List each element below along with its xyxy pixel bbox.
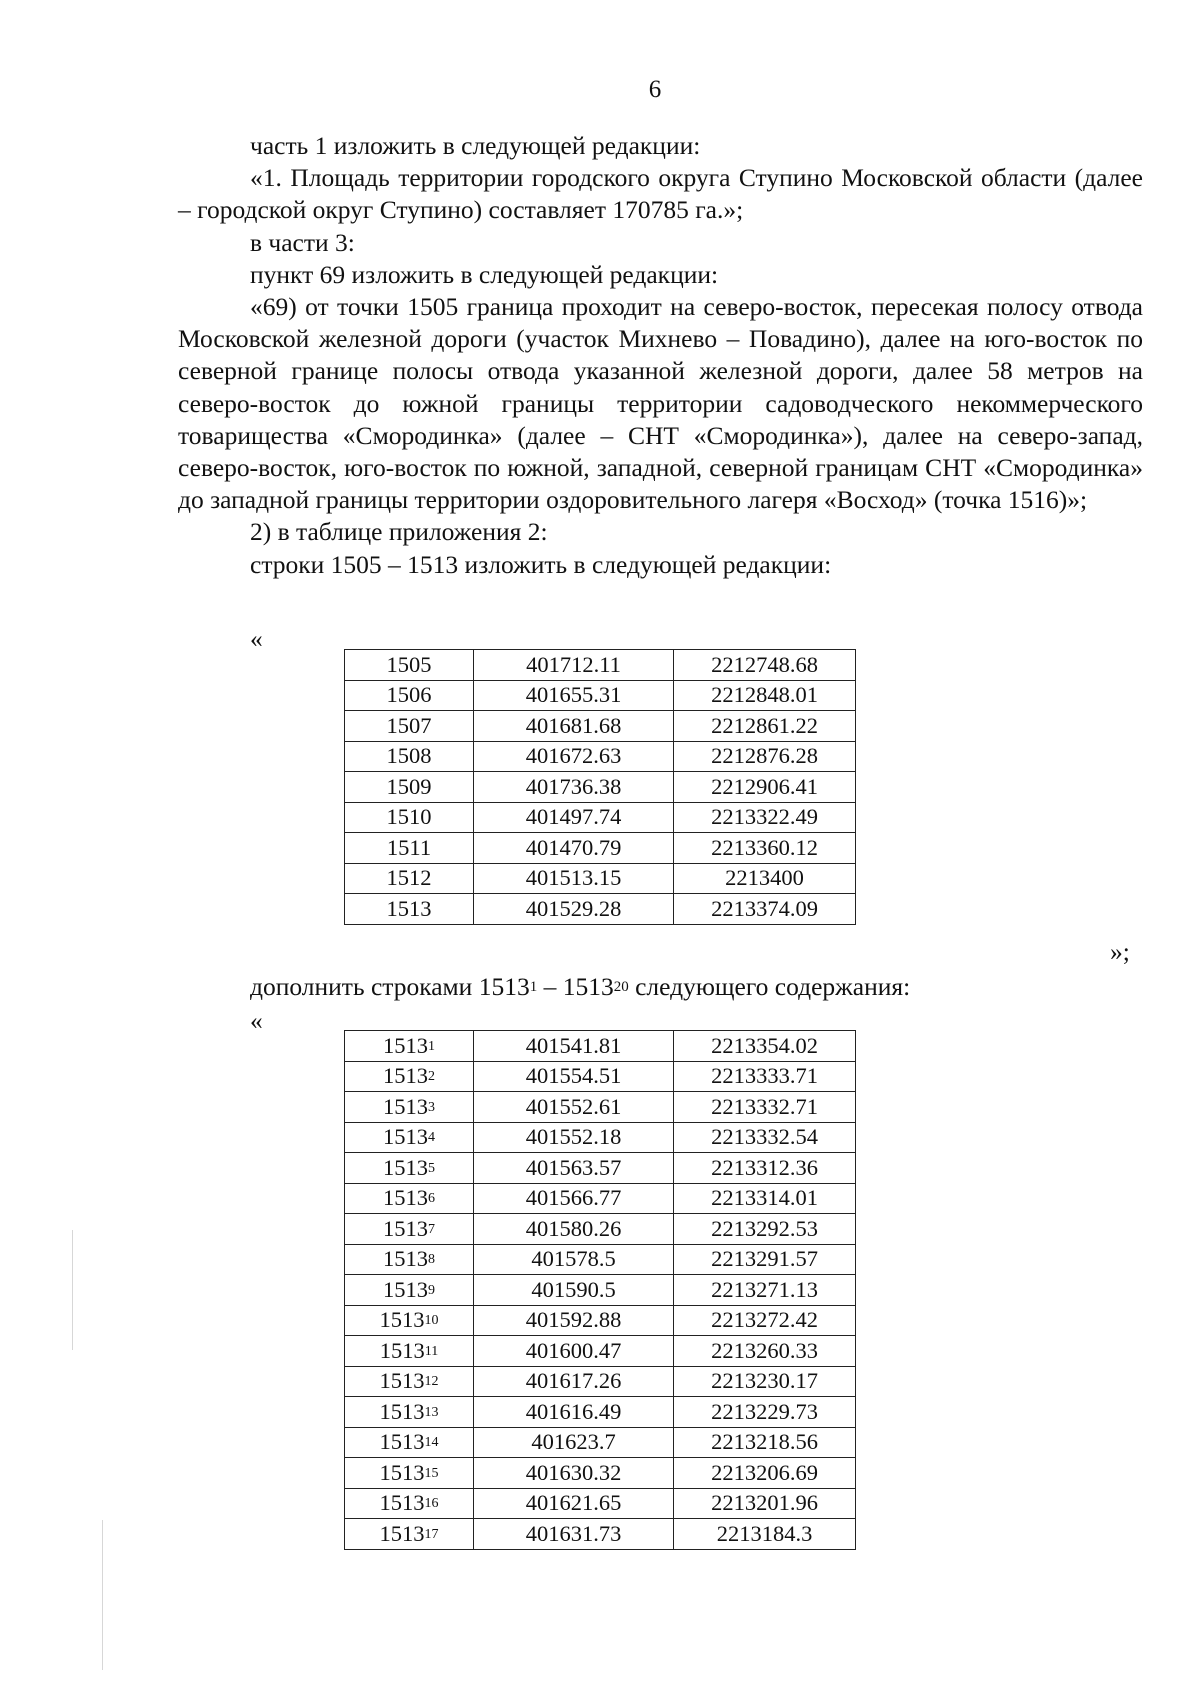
- y-coordinate-cell: 2212848.01: [674, 680, 856, 711]
- point-number-cell: 1513$^3$: [345, 1092, 474, 1123]
- table-row: [345, 1427, 856, 1458]
- coordinates-table-2: [344, 1030, 856, 1550]
- x-coordinate-cell: 401672.63: [474, 741, 674, 772]
- table-row: [345, 680, 856, 711]
- point-number-cell: 1510: [345, 802, 474, 833]
- x-coordinate-cell: 401552.61: [474, 1092, 674, 1123]
- coordinates-table-1: [344, 649, 856, 925]
- table-row: [345, 1519, 856, 1550]
- y-coordinate-cell: 2213272.42: [674, 1305, 856, 1336]
- point-number-cell: 1508: [345, 741, 474, 772]
- x-coordinate-cell: 401578.5: [474, 1244, 674, 1275]
- x-coordinate-cell: 401563.57: [474, 1153, 674, 1184]
- quote-close-1: »;: [1110, 937, 1130, 966]
- table-row: [345, 1458, 856, 1489]
- x-coordinate-cell: 401621.65: [474, 1488, 674, 1519]
- point-number-cell: 1506: [345, 680, 474, 711]
- point-number-cell: 1513$^9$: [345, 1275, 474, 1306]
- y-coordinate-cell: 2213332.54: [674, 1122, 856, 1153]
- x-coordinate-cell: 401736.38: [474, 772, 674, 803]
- table-row: [345, 863, 856, 894]
- point-number-cell: 1512: [345, 863, 474, 894]
- quote-open-1: «: [250, 624, 263, 653]
- x-coordinate-cell: 401566.77: [474, 1183, 674, 1214]
- y-coordinate-cell: 2213354.02: [674, 1031, 856, 1062]
- paragraph-part3: в части 3:: [250, 227, 355, 257]
- scan-margin-mark: [72, 1230, 73, 1350]
- y-coordinate-cell: 2213400: [674, 863, 856, 894]
- point-number-cell: 1513$^{14}$: [345, 1427, 474, 1458]
- point-number-cell: 1513: [345, 894, 474, 925]
- table-row: [345, 833, 856, 864]
- x-coordinate-cell: 401513.15: [474, 863, 674, 894]
- paragraph-item69: «69) от точки 1505 граница проходит на северо-восток, пересекая полосу отвода Московской железной дороги (участок Михнево – Повадино), далее на юго-восток по северной границе полосы отвода указанной железной дороги, далее 58 метров на северо-восток до южной границы территории садоводческого некоммерческого товарищества «Смородинка» (далее – СНТ «Смородинка»), далее на северо-запад, северо-восток, юго-восток по южной, западной, северной границам СНТ «Смородинка» до западной границы территории оздоровительного лагеря «Восход» (точка 1516)»;: [178, 292, 1143, 515]
- y-coordinate-cell: 2212861.22: [674, 711, 856, 742]
- y-coordinate-cell: 2213260.33: [674, 1336, 856, 1367]
- page-number: 6: [648, 76, 662, 103]
- append-rows-text: дополнить строками 1513$^1$ – 1513$^{20}$ следующего содержания:: [250, 972, 911, 1001]
- y-coordinate-cell: 2213333.71: [674, 1061, 856, 1092]
- paragraph-part1: часть 1 изложить в следующей редакции:: [250, 131, 701, 160]
- table-row: [345, 1488, 856, 1519]
- point-number-cell: 1511: [345, 833, 474, 864]
- paragraph-area: «1. Площадь территории городского округа Ступино Московской области (далее – городской округ Ступино) составляет 170785 га.»;: [178, 163, 1143, 225]
- y-coordinate-cell: 2213230.17: [674, 1366, 856, 1397]
- y-coordinate-cell: 2213322.49: [674, 802, 856, 833]
- point-number-cell: 1513$^{17}$: [345, 1519, 474, 1550]
- table-row: [345, 1031, 856, 1062]
- x-coordinate-cell: 401616.49: [474, 1397, 674, 1428]
- point-number-cell: 1513$^7$: [345, 1214, 474, 1245]
- document-body: [178, 130, 1143, 581]
- point-number-cell: 1513$^1$: [345, 1031, 474, 1062]
- scan-margin-mark: [102, 1520, 103, 1670]
- table-row: [345, 1214, 856, 1245]
- point-number-cell: 1513$^4$: [345, 1122, 474, 1153]
- y-coordinate-cell: 2213312.36: [674, 1153, 856, 1184]
- y-coordinate-cell: 2213229.73: [674, 1397, 856, 1428]
- x-coordinate-cell: 401580.26: [474, 1214, 674, 1245]
- paragraph-appendix2: 2) в таблице приложения 2:: [250, 517, 548, 547]
- x-coordinate-cell: 401554.51: [474, 1061, 674, 1092]
- y-coordinate-cell: 2212748.68: [674, 650, 856, 681]
- table-row: [345, 711, 856, 742]
- point-number-cell: 1505: [345, 650, 474, 681]
- point-number-cell: 1507: [345, 711, 474, 742]
- point-number-cell: 1513$^{10}$: [345, 1305, 474, 1336]
- x-coordinate-cell: 401529.28: [474, 894, 674, 925]
- y-coordinate-cell: 2213292.53: [674, 1214, 856, 1245]
- x-coordinate-cell: 401552.18: [474, 1122, 674, 1153]
- x-coordinate-cell: 401617.26: [474, 1366, 674, 1397]
- y-coordinate-cell: 2213291.57: [674, 1244, 856, 1275]
- y-coordinate-cell: 2213201.96: [674, 1488, 856, 1519]
- table-row: [345, 1366, 856, 1397]
- table-row: [345, 1397, 856, 1428]
- x-coordinate-cell: 401470.79: [474, 833, 674, 864]
- point-number-cell: 1513$^8$: [345, 1244, 474, 1275]
- y-coordinate-cell: 2213218.56: [674, 1427, 856, 1458]
- x-coordinate-cell: 401541.81: [474, 1031, 674, 1062]
- point-number-cell: 1513$^{15}$: [345, 1458, 474, 1489]
- table-row: [345, 894, 856, 925]
- table-row: [345, 1336, 856, 1367]
- y-coordinate-cell: 2213206.69: [674, 1458, 856, 1489]
- point-number-cell: 1509: [345, 772, 474, 803]
- x-coordinate-cell: 401600.47: [474, 1336, 674, 1367]
- y-coordinate-cell: 2213184.3: [674, 1519, 856, 1550]
- point-number-cell: 1513$^{12}$: [345, 1366, 474, 1397]
- paragraph-rows-intro: строки 1505 – 1513 изложить в следующей редакции:: [250, 549, 832, 579]
- x-coordinate-cell: 401681.68: [474, 711, 674, 742]
- table-row: [345, 1244, 856, 1275]
- table-row: [345, 741, 856, 772]
- table-row: [345, 1092, 856, 1123]
- table-row: [345, 1305, 856, 1336]
- quote-open-2: «: [250, 1006, 263, 1035]
- table-row: [345, 1122, 856, 1153]
- y-coordinate-cell: 2212876.28: [674, 741, 856, 772]
- x-coordinate-cell: 401497.74: [474, 802, 674, 833]
- y-coordinate-cell: 2213271.13: [674, 1275, 856, 1306]
- point-number-cell: 1513$^5$: [345, 1153, 474, 1184]
- point-number-cell: 1513$^{16}$: [345, 1488, 474, 1519]
- point-number-cell: 1513$^6$: [345, 1183, 474, 1214]
- table-row: [345, 1183, 856, 1214]
- point-number-cell: 1513$^{13}$: [345, 1397, 474, 1428]
- y-coordinate-cell: 2213332.71: [674, 1092, 856, 1123]
- table-row: [345, 772, 856, 803]
- x-coordinate-cell: 401623.7: [474, 1427, 674, 1458]
- x-coordinate-cell: 401712.11: [474, 650, 674, 681]
- x-coordinate-cell: 401592.88: [474, 1305, 674, 1336]
- paragraph-item69-intro: пункт 69 изложить в следующей редакции:: [250, 259, 719, 289]
- x-coordinate-cell: 401590.5: [474, 1275, 674, 1306]
- table-row: [345, 1275, 856, 1306]
- table-row: [345, 650, 856, 681]
- x-coordinate-cell: 401630.32: [474, 1458, 674, 1489]
- table-row: [345, 1153, 856, 1184]
- point-number-cell: 1513$^{11}$: [345, 1336, 474, 1367]
- y-coordinate-cell: 2213360.12: [674, 833, 856, 864]
- y-coordinate-cell: 2213314.01: [674, 1183, 856, 1214]
- table-row: [345, 802, 856, 833]
- table-row: [345, 1061, 856, 1092]
- point-number-cell: 1513$^2$: [345, 1061, 474, 1092]
- y-coordinate-cell: 2212906.41: [674, 772, 856, 803]
- x-coordinate-cell: 401655.31: [474, 680, 674, 711]
- y-coordinate-cell: 2213374.09: [674, 894, 856, 925]
- x-coordinate-cell: 401631.73: [474, 1519, 674, 1550]
